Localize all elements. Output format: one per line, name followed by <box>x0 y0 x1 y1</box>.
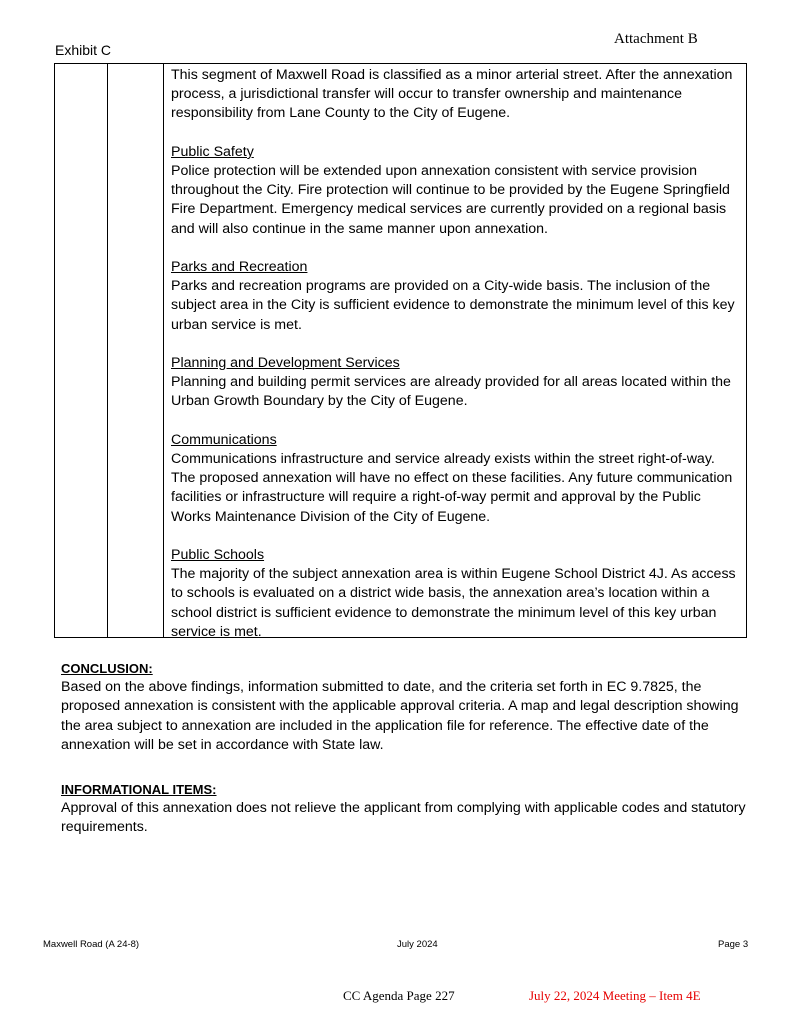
section-communications <box>171 431 740 527</box>
conclusion-body: Based on the above findings, information submitted to date, and the criteria set forth in EC 9.7825, the proposed annexation is consistent with the applicable approval criteria. A map and legal description showing the area subject to annexation are included in the application file for reference. The effective date of the annexation will be set in accordance with State law. <box>61 679 739 753</box>
section-public-schools <box>171 546 740 642</box>
informational-heading: INFORMATIONAL ITEMS: <box>61 782 217 797</box>
conclusion-section <box>61 659 751 755</box>
attachment-label: Attachment B <box>614 31 698 47</box>
meeting-item-label: July 22, 2024 Meeting – Item 4E <box>529 988 701 1003</box>
section-heading: Communications <box>171 431 277 448</box>
section-heading: Parks and Recreation <box>171 259 308 275</box>
section-body: Communications infrastructure and service already exists within the street right-of-way. The proposed annexation will have no effect on these facilities. Any future communication facilities or infrastructure will require a right-of-way permit and approval by the Public Works Maintenance Division of the City of Eugene. <box>171 451 733 525</box>
section-heading: Public Safety <box>171 143 254 160</box>
informational-body: Approval of this annexation does not relieve the applicant from complying with applicable codes and statutory requirements. <box>61 800 746 836</box>
footer-page-number: Page 3 <box>718 939 749 950</box>
agenda-page-label: CC Agenda Page 227 <box>343 988 455 1003</box>
section-planning <box>171 354 740 412</box>
conclusion-heading: CONCLUSION: <box>61 661 153 676</box>
footer-date: July 2024 <box>397 939 438 950</box>
footer-document-id: Maxwell Road (A 24-8) <box>43 939 140 950</box>
table-column-divider <box>107 64 108 637</box>
section-public-safety <box>171 143 740 239</box>
findings-cell <box>171 66 740 642</box>
table-column-divider <box>163 64 164 637</box>
section-body: The majority of the subject annexation area is within Eugene School District 4J. As access to schools is evaluated on a district wide basis, the annexation area’s location within a school district is sufficient evidence to demonstrate the minimum level of this key urban service is met. <box>171 566 736 640</box>
section-parks-recreation <box>171 258 740 335</box>
section-body: Parks and recreation programs are provided on a City-wide basis. The inclusion of the subject area in the City is sufficient evidence to demonstrate the minimum level of this key urban service is met. <box>171 278 735 333</box>
section-heading: Public Schools <box>171 547 265 563</box>
section-heading: Planning and Development Services <box>171 355 400 371</box>
section-body: Planning and building permit services are already provided for all areas located within the Urban Growth Boundary by the City of Eugene. <box>171 374 731 410</box>
informational-section <box>61 780 751 838</box>
findings-table <box>54 63 747 638</box>
intro-paragraph: This segment of Maxwell Road is classified as a minor arterial street. After the annexation process, a jurisdictional transfer will occur to transfer ownership and maintenance responsibility from Lane County to the City of Eugene. <box>171 67 733 122</box>
exhibit-label: Exhibit C <box>55 42 112 58</box>
section-body: Police protection will be extended upon annexation consistent with service provision throughout the City. Fire protection will continue to be provided by the Eugene Springfield Fire Department. Emergency medical services are currently provided on a regional basis and will also continue in the same manner upon annexation. <box>171 163 730 237</box>
